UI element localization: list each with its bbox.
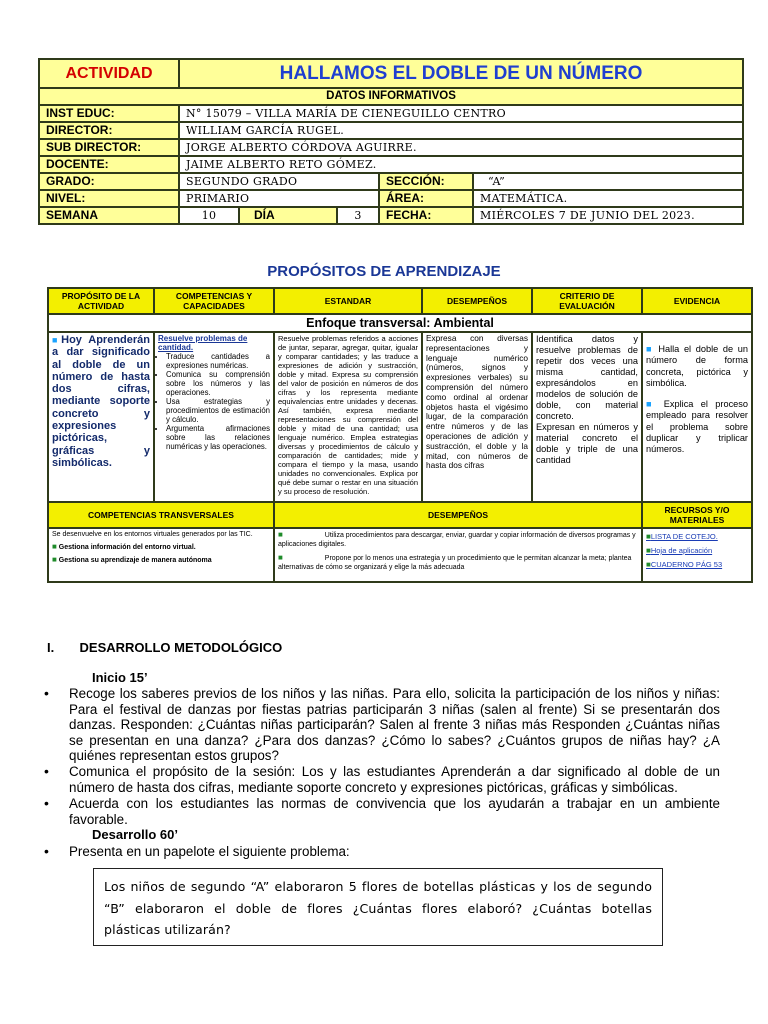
capacidades-list <box>158 352 270 451</box>
capacidad-item: • Comunica su comprensión sobre los números y las operaciones. <box>166 370 270 397</box>
desarrollo-heading: Desarrollo 60’ <box>92 827 178 842</box>
estandar-cell: Resuelve problemas referidos a acciones de juntar, separar, agregar, quitar, igualar y comparar cantidades; y las traduce a expresiones de adición y sustracción, doble y mitad. Expresa su comprensión del valor de posición en números de dos cifras y los representa mediante equivalencias entre unidades y decenas. Así también, expresa mediante representaciones su comprensión del doble y mitad de una cantidad; usa lenguaje numérico. Emplea estrategias diversas y procedimientos de cálculo y comparación de cantidades; mide y compara el tiempo y la masa, usando unidades no convencionales. Explica por qué debe sumar o restar en una situación y su proceso de resolución. <box>274 332 422 502</box>
bullet-marker-icon: ■ <box>52 335 62 345</box>
bullet-marker-icon: ■ <box>646 399 657 410</box>
grado-value: SEGUNDO GRADO <box>179 173 379 190</box>
transv-item: Gestiona información del entorno virtual. <box>58 544 196 551</box>
semana-label: SEMANA <box>39 207 179 224</box>
bullet-marker-icon: ■ <box>278 530 283 539</box>
recurso-lista-cotejo[interactable]: ■LISTA DE COTEJO. <box>646 532 718 541</box>
bullet-icon: • <box>44 795 49 811</box>
paragraph-proposito: Comunica el propósito de la sesión: Los y las estudiantes Aprenderán a dar significado al doble de un número de hasta dos cifras, mediante soporte concreto y expresiones pictóricas, gráficas y simbólicas. <box>69 764 720 795</box>
activity-title: HALLAMOS EL DOBLE DE UN NÚMERO <box>179 59 743 88</box>
subdirector-label: SUB DIRECTOR: <box>39 139 179 156</box>
bullet-icon: • <box>44 843 49 859</box>
paragraph-normas: Acuerda con los estudiantes las normas de convivencia que los ayudarán a trabajar en un ambiente favorable. <box>69 796 720 827</box>
semana-value: 10 <box>179 207 239 224</box>
capacidad-item: • Argumenta afirmaciones sobre las relaciones numéricas y las operaciones. <box>166 424 270 451</box>
dia-value: 3 <box>337 207 379 224</box>
fecha-label: FECHA: <box>379 207 473 224</box>
criterio-cell <box>532 332 642 502</box>
nivel-value: PRIMARIO <box>179 190 379 207</box>
datos-informativos-table <box>38 58 744 225</box>
director-label: DIRECTOR: <box>39 122 179 139</box>
evidencia-2: Explica el proceso empleado para resolver el problema sobre duplicar y triplicar números. <box>646 399 748 455</box>
bullet-icon: • <box>44 763 49 779</box>
grado-label: GRADO: <box>39 173 179 190</box>
header-estandar: ESTANDAR <box>274 288 422 314</box>
header-recursos: RECURSOS Y/O MATERIALES <box>642 502 752 528</box>
area-value: MATEMÁTICA. <box>473 190 743 207</box>
inst-value: N° 15079 – VILLA MARÍA DE CIENEGUILLO CENTRO <box>179 105 743 122</box>
actividad-label: ACTIVIDAD <box>39 59 179 88</box>
header-proposito: PROPÓSITO DE LA ACTIVIDAD <box>48 288 154 314</box>
transv-desempeno-2: Propone por lo menos una estrategia y un procedimiento que le permitan alcanzar la meta; plantea alternativas de cómo se organizará y elige la más adecuada <box>278 555 632 571</box>
header-competencias: COMPETENCIAS Y CAPACIDADES <box>154 288 274 314</box>
area-label: ÁREA: <box>379 190 473 207</box>
proposito-text: Hoy Aprenderán a dar significado al doble de un número de hasta dos cifras, mediante soporte concreto y expresiones pictóricas, gráficas y simbólicas. <box>52 334 150 469</box>
subdirector-value: JORGE ALBERTO CÓRDOVA AGUIRRE. <box>179 139 743 156</box>
docente-value: JAIME ALBERTO RETO GÓMEZ. <box>179 156 743 173</box>
section-heading: I. DESARROLLO METODOLÓGICO <box>47 640 283 655</box>
bullet-marker-icon: ■ <box>52 542 57 551</box>
competencias-transversales-cell <box>48 528 274 582</box>
header-competencias-transversales: COMPETENCIAS TRANSVERSALES <box>48 502 274 528</box>
capacidad-item: • Usa estrategias y procedimientos de estimación y cálculo. <box>166 397 270 424</box>
fecha-value: MIÉRCOLES 7 DE JUNIO DEL 2023. <box>473 207 743 224</box>
seccion-label: SECCIÓN: <box>379 173 473 190</box>
transv-item: Gestiona su aprendizaje de manera autónoma <box>58 557 212 564</box>
propositos-title: PROPÓSITOS DE APRENDIZAJE <box>267 263 501 280</box>
transv-desempeno-1: Utiliza procedimientos para descargar, enviar, guardar y copiar información de diversos programas y aplicaciones digitales. <box>278 532 636 548</box>
criterio-2: Expresan en números y material concreto el doble y triple de una cantidad <box>536 422 638 465</box>
datos-informativos-title: DATOS INFORMATIVOS <box>39 88 743 105</box>
enfoque-transversal: Enfoque transversal: Ambiental <box>48 314 752 332</box>
paragraph-saberes: Recoge los saberes previos de los niños y las niñas. Para ello, solicita la participación de los niños y niñas: Para el festival de danzas por fiestas patrias participarán 3 niñas (salen al frente) Si se presentarán dos danzas. Responden: ¿Cuántas niñas participarán? Salen al frente 3 niñas más Responden ¿Cuántas niñas se presentan en una danza? ¿Para dos danzas? ¿Cómo lo sabes? ¿Cuántos grupos de niñas hay? ¿A quiénes representan estos grupos? <box>69 686 720 764</box>
inicio-heading: Inicio 15’ <box>92 670 148 685</box>
dia-label: DÍA <box>239 207 337 224</box>
bullet-icon: • <box>44 685 49 701</box>
director-value: WILLIAM GARCÍA RUGEL. <box>179 122 743 139</box>
evidencia-cell <box>642 332 752 502</box>
evidencia-1: Halla el doble de un número de forma concreta, pictórica y simbólica. <box>646 344 748 388</box>
competencia-title: Resuelve problemas de cantidad. <box>158 334 248 352</box>
recursos-cell <box>642 528 752 582</box>
capacidad-item: • Traduce cantidades a expresiones numéricas. <box>166 352 270 370</box>
desempenos-transversales-cell <box>274 528 642 582</box>
docente-label: DOCENTE: <box>39 156 179 173</box>
header-desempenos: DESEMPEÑOS <box>422 288 532 314</box>
recurso-cuaderno[interactable]: ■CUADERNO PÁG 53 <box>646 560 723 569</box>
competencias-cell <box>154 332 274 502</box>
bullet-marker-icon: ■ <box>278 553 283 562</box>
header-criterio: CRITERIO DE EVALUACIÓN <box>532 288 642 314</box>
recurso-hoja-aplicacion[interactable]: ■Hoja de aplicación <box>646 546 713 555</box>
criterio-1: Identifica datos y resuelve problemas de repetir dos veces una misma cantidad, expresándolos en modelos de solución de doble, con material concreto. <box>536 334 638 421</box>
problem-box: Los niños de segundo “A” elaboraron 5 flores de botellas plásticas y los de segundo “B” elaboraron el doble de flores ¿Cuántas flores elaboró? ¿Cuántas botellas plásticas utilizarán? <box>93 868 663 946</box>
header-evidencia: EVIDENCIA <box>642 288 752 314</box>
desempenos-cell: Expresa con diversas representaciones y lenguaje numérico (números, signos y expresiones verbales) su comprensión del número como ordinal al ordenar objetos hasta el vigésimo lugar, de la comparación entre números y de las operaciones de adición y sustracción, el doble y la mitad, con números de hasta dos cifras <box>422 332 532 502</box>
inst-label: INST EDUC: <box>39 105 179 122</box>
nivel-label: NIVEL: <box>39 190 179 207</box>
transv-title: Se desenvuelve en los entornos virtuales generados por las TIC. <box>52 531 253 538</box>
paragraph-papelote: Presenta en un papelote el siguiente problema: <box>69 844 350 859</box>
bullet-marker-icon: ■ <box>52 555 57 564</box>
seccion-value: “A” <box>473 173 743 190</box>
propositos-table <box>47 287 753 583</box>
bullet-marker-icon: ■ <box>646 344 654 354</box>
proposito-cell <box>48 332 154 502</box>
header-desempenos-transversales: DESEMPEÑOS <box>274 502 642 528</box>
